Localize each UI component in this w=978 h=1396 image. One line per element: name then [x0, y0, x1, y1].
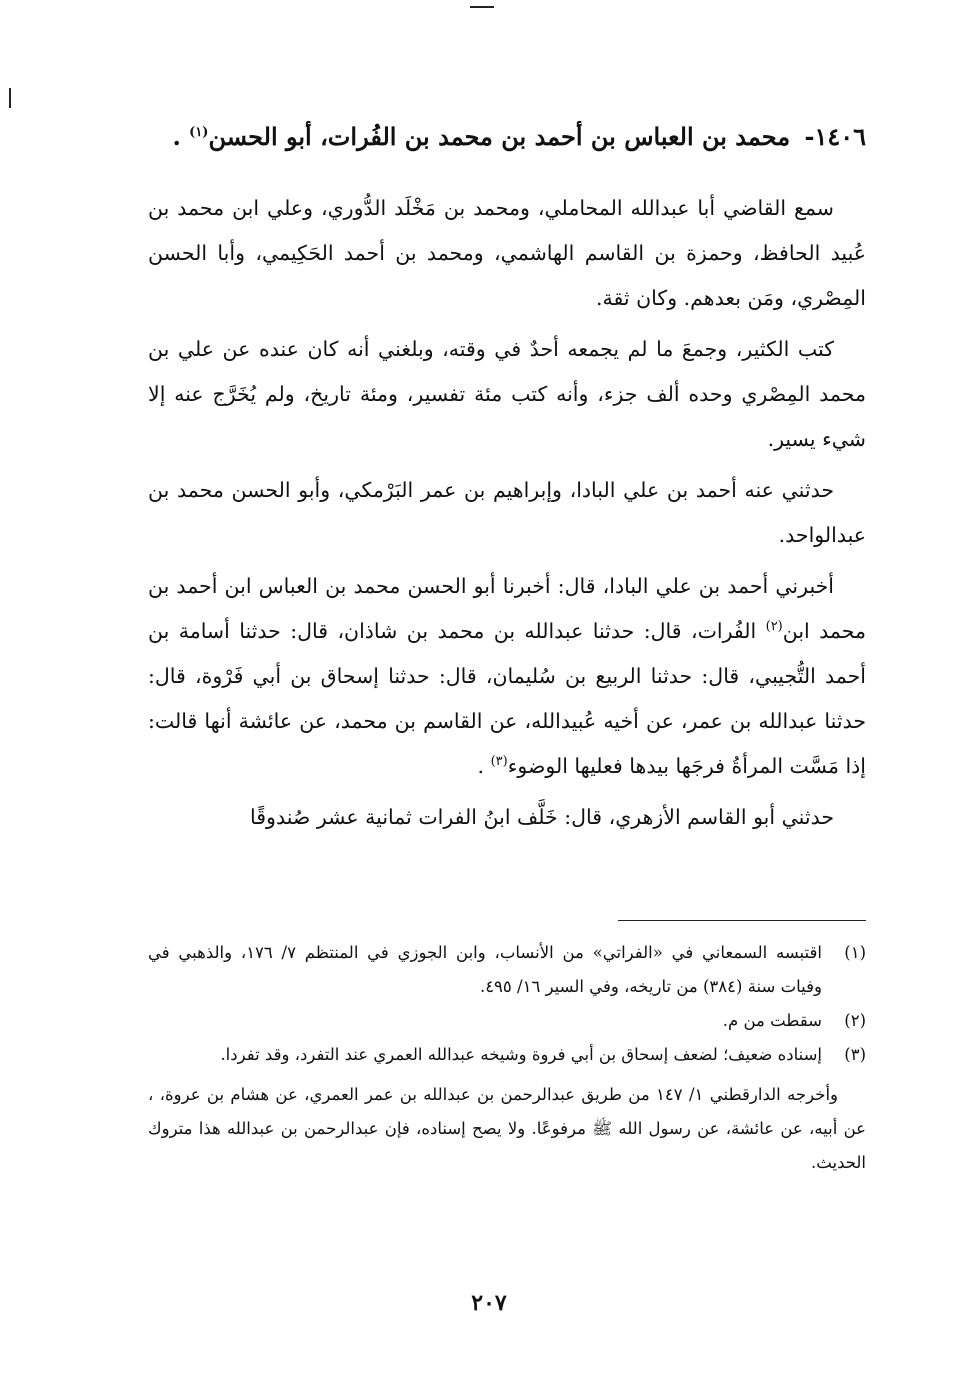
footnote-separator — [618, 920, 866, 921]
paragraph-5: حدثني أبو القاسم الأزهري، قال: خَلَّف ابنُ الفرات ثمانية عشر صُندوقًا — [250, 805, 834, 829]
footnote-2-mark: (٢) — [844, 1011, 866, 1030]
entry-number: ١٤٠٦- — [804, 122, 866, 151]
paragraph-4-end: . — [477, 754, 491, 778]
top-rule — [470, 6, 494, 8]
footnote-1-mark: (١) — [844, 943, 866, 962]
footnote-2-text: سقطت من م. — [722, 1011, 822, 1030]
paragraph-4 — [148, 564, 866, 789]
paragraph-4-part-b: الفُرات، قال: حدثنا عبدالله بن محمد بن شاذان، قال: حدثنا أسامة بن أحمد التُّجيبي، قال: حدثنا الربيع بن سُليمان، قال: حدثنا إسحاق بن أبي فَرْوة، قال: حدثنا عبدالله بن عمر، عن أخيه عُبيدالله، عن القاسم بن محمد، عن عائشة أنها قالت: إذا مَسَّت المرأةُ فرجَها بيدها فعليها الوضوء — [148, 619, 866, 778]
paragraph-3: حدثني عنه أحمد بن علي البادا، وإبراهيم بن عمر البَرْمكي، وأبو الحسن محمد بن عبدالواحد. — [148, 478, 866, 547]
footnote-1-text: اقتبسه السمعاني في «الفراتي» من الأنساب، وابن الجوزي في المنتظم ٧/ ١٧٦، والذهبي في وفيات سنة (٣٨٤) من تاريخه، وفي السير ١٦/ ٤٩٥. — [148, 943, 822, 996]
footnote-3-continuation: وأخرجه الدارقطني ١/ ١٤٧ من طريق عبدالرحمن بن عبدالله بن عمر العمري، عن هشام بن عروة، ، عن أبيه، عن عائشة، عن رسول الله ﷺ مرفوعًا. ولا يصح إسناده، فإن عبدالرحمن بن عبدالله هذا متروك الحديث. — [148, 1085, 866, 1172]
footnote-3 — [148, 1038, 866, 1072]
paragraph-1: سمع القاضي أبا عبدالله المحاملي، ومحمد بن مَخْلَد الدُّوري، وعلي ابن محمد بن عُبيد الحافظ، وحمزة بن القاسم الهاشمي، ومحمد بن أحمد الحَكِيمي، وأبا الحسن المِصْري، ومَن بعدهم. وكان ثقة. — [148, 196, 866, 310]
footnote-ref-1[interactable]: (١) — [189, 125, 209, 140]
footnote-2 — [148, 1004, 866, 1038]
footnote-3-text: إسناده ضعيف؛ لضعف إسحاق بن أبي فروة وشيخه عبدالله العمري عند التفرد، وقد تفردا. — [220, 1045, 822, 1064]
footnote-1 — [148, 936, 866, 1004]
main-text — [148, 110, 866, 846]
entry-title-end: . — [172, 122, 190, 151]
footnote-ref-3[interactable]: (٣) — [490, 754, 508, 770]
entry-title: محمد بن العباس بن أحمد بن محمد بن الفُرات، أبو الحسن — [208, 122, 791, 151]
footnote-ref-2[interactable]: (٢) — [765, 619, 783, 635]
footnote-3-mark: (٣) — [844, 1045, 866, 1064]
entry-heading — [148, 110, 866, 164]
margin-tick — [9, 88, 11, 108]
paragraph-4-part-a: أخبرني أحمد بن علي البادا، قال: أخبرنا أبو الحسن محمد بن العباس ابن أحمد بن محمد ابن — [148, 574, 866, 643]
paragraph-2: كتب الكثير، وجمعَ ما لم يجمعه أحدٌ في وقته، وبلغني أنه كان عنده عن علي بن محمد المِصْري وحده ألف جزء، وأنه كتب مئة تفسير، ومئة تاريخ، ولم يُخَرَّج عنه إلا شيء يسير. — [148, 337, 866, 451]
page-number: ٢٠٧ — [471, 1290, 507, 1316]
footnotes — [148, 936, 866, 1180]
